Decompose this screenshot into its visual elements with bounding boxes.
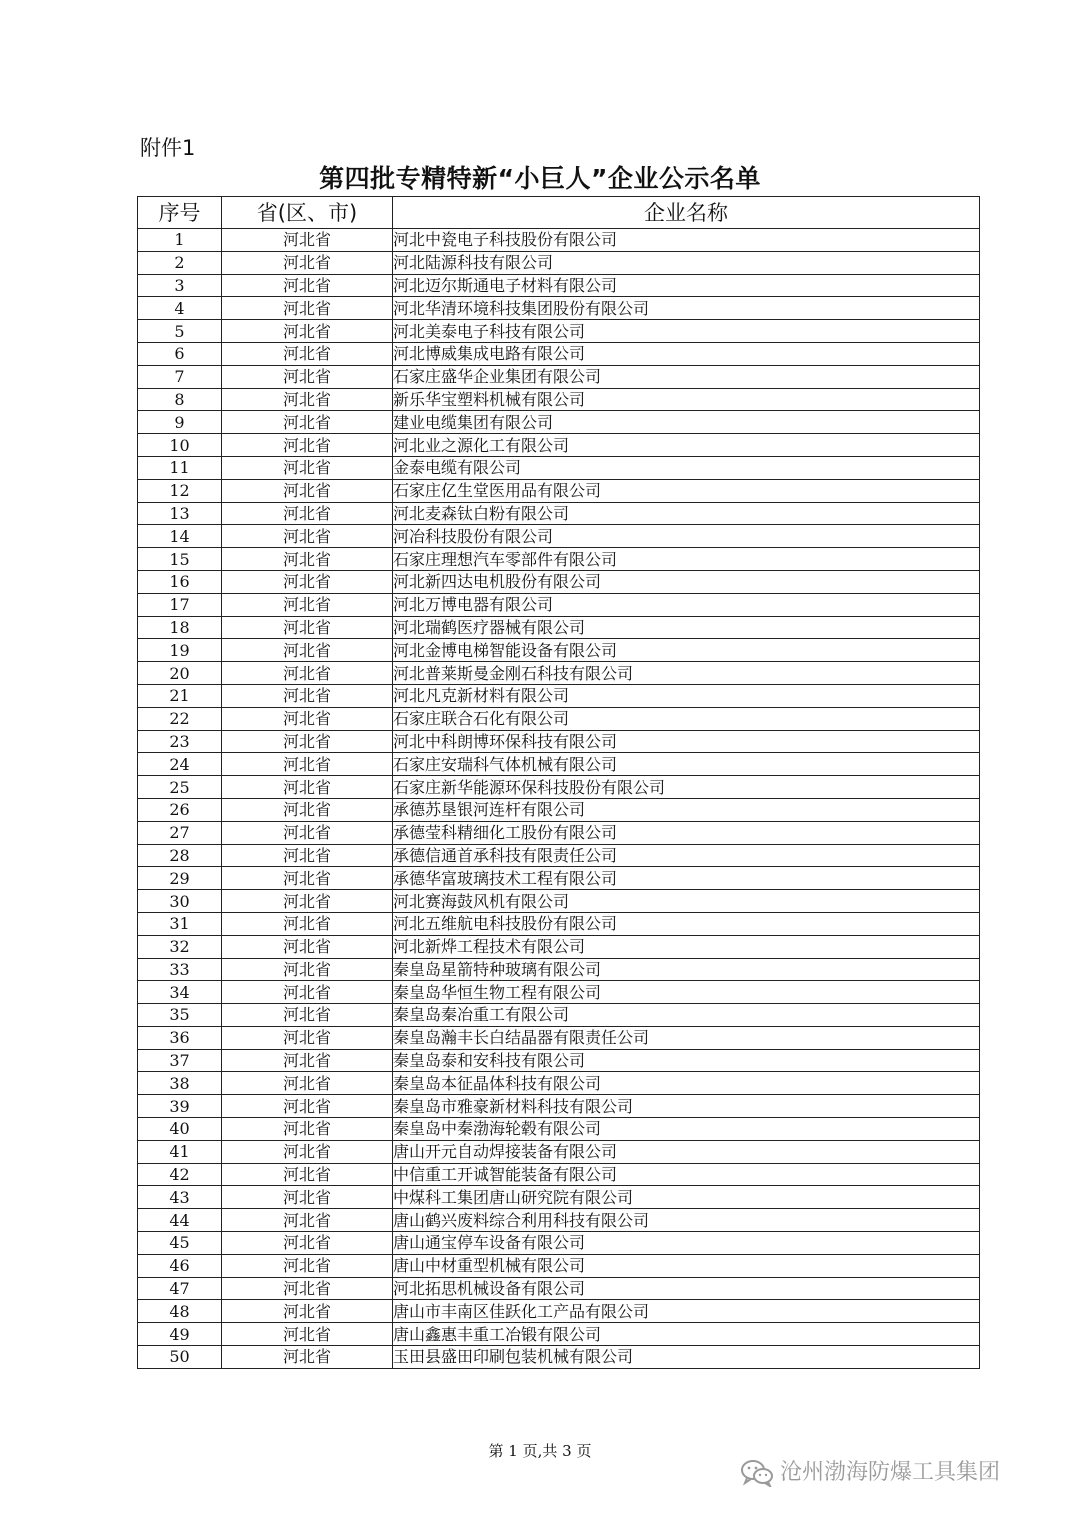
table-row <box>138 1300 980 1323</box>
row-company-name: 河北博威集成电路有限公司 <box>393 342 980 365</box>
watermark <box>740 1458 1000 1488</box>
header-company-name: 企业名称 <box>393 197 980 229</box>
table-row <box>138 456 980 479</box>
row-index: 20 <box>138 662 222 685</box>
row-company-name: 河北迈尔斯通电子材料有限公司 <box>393 274 980 297</box>
row-province: 河北省 <box>222 639 393 662</box>
row-company-name: 承德莹科精细化工股份有限公司 <box>393 821 980 844</box>
row-company-name: 石家庄亿生堂医用品有限公司 <box>393 479 980 502</box>
row-province: 河北省 <box>222 593 393 616</box>
table-row <box>138 1323 980 1346</box>
table-row <box>138 1232 980 1255</box>
table-row <box>138 1254 980 1277</box>
row-company-name: 中煤科工集团唐山研究院有限公司 <box>393 1186 980 1209</box>
row-company-name: 河北金博电梯智能设备有限公司 <box>393 639 980 662</box>
table-row <box>138 502 980 525</box>
table-row <box>138 1186 980 1209</box>
table-row <box>138 570 980 593</box>
row-company-name: 河北瑞鹤医疗器械有限公司 <box>393 616 980 639</box>
table-row <box>138 867 980 890</box>
row-company-name: 河北美泰电子科技有限公司 <box>393 320 980 343</box>
row-index: 3 <box>138 274 222 297</box>
row-index: 24 <box>138 753 222 776</box>
table-row <box>138 844 980 867</box>
row-index: 48 <box>138 1300 222 1323</box>
row-index: 29 <box>138 867 222 890</box>
row-index: 34 <box>138 981 222 1004</box>
table-row <box>138 274 980 297</box>
row-company-name: 秦皇岛泰和安科技有限公司 <box>393 1049 980 1072</box>
row-company-name: 秦皇岛本征晶体科技有限公司 <box>393 1072 980 1095</box>
row-index: 16 <box>138 570 222 593</box>
row-index: 19 <box>138 639 222 662</box>
row-company-name: 石家庄理想汽车零部件有限公司 <box>393 548 980 571</box>
row-index: 49 <box>138 1323 222 1346</box>
row-company-name: 河北中瓷电子科技股份有限公司 <box>393 229 980 252</box>
row-index: 11 <box>138 456 222 479</box>
row-province: 河北省 <box>222 297 393 320</box>
row-company-name: 承德华富玻璃技术工程有限公司 <box>393 867 980 890</box>
row-company-name: 河北凡克新材料有限公司 <box>393 684 980 707</box>
row-company-name: 石家庄安瑞科气体机械有限公司 <box>393 753 980 776</box>
row-province: 河北省 <box>222 753 393 776</box>
table-row <box>138 525 980 548</box>
row-province: 河北省 <box>222 1209 393 1232</box>
table-row <box>138 821 980 844</box>
table-row <box>138 297 980 320</box>
row-index: 13 <box>138 502 222 525</box>
row-company-name: 唐山鑫惠丰重工冶锻有限公司 <box>393 1323 980 1346</box>
row-index: 37 <box>138 1049 222 1072</box>
table-row <box>138 434 980 457</box>
row-index: 33 <box>138 958 222 981</box>
row-index: 40 <box>138 1118 222 1141</box>
row-company-name: 河北华清环境科技集团股份有限公司 <box>393 297 980 320</box>
row-company-name: 新乐华宝塑料机械有限公司 <box>393 388 980 411</box>
row-index: 8 <box>138 388 222 411</box>
company-list-table <box>137 196 980 1369</box>
row-company-name: 石家庄盛华企业集团有限公司 <box>393 365 980 388</box>
row-index: 30 <box>138 890 222 913</box>
row-province: 河北省 <box>222 821 393 844</box>
row-index: 10 <box>138 434 222 457</box>
table-row <box>138 593 980 616</box>
row-company-name: 承德苏垦银河连杆有限公司 <box>393 798 980 821</box>
row-index: 47 <box>138 1277 222 1300</box>
row-province: 河北省 <box>222 274 393 297</box>
row-province: 河北省 <box>222 1004 393 1027</box>
row-province: 河北省 <box>222 251 393 274</box>
table-row <box>138 935 980 958</box>
row-province: 河北省 <box>222 844 393 867</box>
row-index: 1 <box>138 229 222 252</box>
row-company-name: 唐山开元自动焊接装备有限公司 <box>393 1140 980 1163</box>
row-province: 河北省 <box>222 570 393 593</box>
row-company-name: 河北新烨工程技术有限公司 <box>393 935 980 958</box>
row-company-name: 石家庄联合石化有限公司 <box>393 707 980 730</box>
wechat-icon <box>740 1459 774 1487</box>
row-index: 23 <box>138 730 222 753</box>
row-company-name: 河北普莱斯曼金刚石科技有限公司 <box>393 662 980 685</box>
row-province: 河北省 <box>222 798 393 821</box>
row-province: 河北省 <box>222 684 393 707</box>
row-index: 50 <box>138 1346 222 1369</box>
row-index: 12 <box>138 479 222 502</box>
row-province: 河北省 <box>222 365 393 388</box>
row-company-name: 河冶科技股份有限公司 <box>393 525 980 548</box>
row-province: 河北省 <box>222 342 393 365</box>
row-company-name: 唐山鹤兴废料综合利用科技有限公司 <box>393 1209 980 1232</box>
row-company-name: 建业电缆集团有限公司 <box>393 411 980 434</box>
row-province: 河北省 <box>222 548 393 571</box>
table-row <box>138 776 980 799</box>
row-company-name: 玉田县盛田印刷包装机械有限公司 <box>393 1346 980 1369</box>
table-row <box>138 753 980 776</box>
row-index: 6 <box>138 342 222 365</box>
row-index: 39 <box>138 1095 222 1118</box>
row-province: 河北省 <box>222 730 393 753</box>
table-row <box>138 388 980 411</box>
row-company-name: 金泰电缆有限公司 <box>393 456 980 479</box>
row-index: 43 <box>138 1186 222 1209</box>
table-row <box>138 1118 980 1141</box>
row-company-name: 秦皇岛市雅豪新材料科技有限公司 <box>393 1095 980 1118</box>
row-province: 河北省 <box>222 1323 393 1346</box>
table-row <box>138 684 980 707</box>
row-province: 河北省 <box>222 1163 393 1186</box>
row-province: 河北省 <box>222 912 393 935</box>
row-index: 35 <box>138 1004 222 1027</box>
table-row <box>138 479 980 502</box>
row-index: 14 <box>138 525 222 548</box>
row-province: 河北省 <box>222 525 393 548</box>
row-index: 9 <box>138 411 222 434</box>
row-province: 河北省 <box>222 616 393 639</box>
attachment-label: 附件1 <box>140 136 196 160</box>
table-row <box>138 1346 980 1369</box>
table-row <box>138 1140 980 1163</box>
table-row <box>138 912 980 935</box>
table-row <box>138 958 980 981</box>
row-index: 22 <box>138 707 222 730</box>
row-company-name: 唐山通宝停车设备有限公司 <box>393 1232 980 1255</box>
header-index: 序号 <box>138 197 222 229</box>
row-province: 河北省 <box>222 388 393 411</box>
row-index: 26 <box>138 798 222 821</box>
row-company-name: 唐山市丰南区佳跃化工产品有限公司 <box>393 1300 980 1323</box>
table-row <box>138 1072 980 1095</box>
row-index: 7 <box>138 365 222 388</box>
row-index: 46 <box>138 1254 222 1277</box>
table-row <box>138 890 980 913</box>
row-company-name: 秦皇岛华恒生物工程有限公司 <box>393 981 980 1004</box>
table-row <box>138 616 980 639</box>
row-index: 32 <box>138 935 222 958</box>
table-row <box>138 1004 980 1027</box>
row-company-name: 唐山中材重型机械有限公司 <box>393 1254 980 1277</box>
row-province: 河北省 <box>222 1346 393 1369</box>
table-row <box>138 1095 980 1118</box>
row-province: 河北省 <box>222 229 393 252</box>
row-company-name: 河北万博电器有限公司 <box>393 593 980 616</box>
table-row <box>138 639 980 662</box>
table-row <box>138 1163 980 1186</box>
row-province: 河北省 <box>222 320 393 343</box>
table-row <box>138 662 980 685</box>
row-company-name: 秦皇岛中秦渤海轮毂有限公司 <box>393 1118 980 1141</box>
row-index: 17 <box>138 593 222 616</box>
table-row <box>138 1026 980 1049</box>
row-province: 河北省 <box>222 981 393 1004</box>
row-index: 21 <box>138 684 222 707</box>
row-province: 河北省 <box>222 958 393 981</box>
row-province: 河北省 <box>222 1095 393 1118</box>
row-company-name: 河北五维航电科技股份有限公司 <box>393 912 980 935</box>
row-province: 河北省 <box>222 1072 393 1095</box>
row-province: 河北省 <box>222 707 393 730</box>
row-company-name: 河北陆源科技有限公司 <box>393 251 980 274</box>
table-header-row <box>138 197 980 229</box>
row-company-name: 河北赛海鼓风机有限公司 <box>393 890 980 913</box>
table-row <box>138 798 980 821</box>
row-province: 河北省 <box>222 1254 393 1277</box>
row-province: 河北省 <box>222 890 393 913</box>
row-index: 41 <box>138 1140 222 1163</box>
row-company-name: 河北中科朗博环保科技有限公司 <box>393 730 980 753</box>
row-index: 27 <box>138 821 222 844</box>
table-row <box>138 707 980 730</box>
table-row <box>138 411 980 434</box>
row-province: 河北省 <box>222 1232 393 1255</box>
row-province: 河北省 <box>222 776 393 799</box>
watermark-text: 沧州渤海防爆工具集团 <box>780 1460 1001 1485</box>
row-company-name: 秦皇岛瀚丰长白结晶器有限责任公司 <box>393 1026 980 1049</box>
row-index: 36 <box>138 1026 222 1049</box>
row-index: 15 <box>138 548 222 571</box>
row-province: 河北省 <box>222 479 393 502</box>
table-row <box>138 730 980 753</box>
table-row <box>138 548 980 571</box>
row-index: 25 <box>138 776 222 799</box>
row-index: 45 <box>138 1232 222 1255</box>
row-company-name: 河北麦森钛白粉有限公司 <box>393 502 980 525</box>
row-company-name: 中信重工开诚智能装备有限公司 <box>393 1163 980 1186</box>
row-company-name: 河北业之源化工有限公司 <box>393 434 980 457</box>
row-province: 河北省 <box>222 1277 393 1300</box>
row-index: 5 <box>138 320 222 343</box>
row-province: 河北省 <box>222 1140 393 1163</box>
row-company-name: 秦皇岛秦冶重工有限公司 <box>393 1004 980 1027</box>
row-province: 河北省 <box>222 935 393 958</box>
table-row <box>138 1277 980 1300</box>
table-row <box>138 1209 980 1232</box>
table-row <box>138 365 980 388</box>
table-row <box>138 320 980 343</box>
row-index: 42 <box>138 1163 222 1186</box>
page-footer: 第 1 页,共 3 页 <box>488 1442 592 1460</box>
row-index: 18 <box>138 616 222 639</box>
row-index: 31 <box>138 912 222 935</box>
row-province: 河北省 <box>222 1186 393 1209</box>
row-index: 2 <box>138 251 222 274</box>
row-province: 河北省 <box>222 1026 393 1049</box>
row-company-name: 河北新四达电机股份有限公司 <box>393 570 980 593</box>
row-province: 河北省 <box>222 456 393 479</box>
row-province: 河北省 <box>222 1118 393 1141</box>
table-row <box>138 1049 980 1072</box>
row-company-name: 石家庄新华能源环保科技股份有限公司 <box>393 776 980 799</box>
row-province: 河北省 <box>222 662 393 685</box>
row-province: 河北省 <box>222 1049 393 1072</box>
row-company-name: 秦皇岛星箭特种玻璃有限公司 <box>393 958 980 981</box>
row-province: 河北省 <box>222 411 393 434</box>
header-province: 省(区、市) <box>222 197 393 229</box>
row-index: 44 <box>138 1209 222 1232</box>
row-province: 河北省 <box>222 434 393 457</box>
row-index: 38 <box>138 1072 222 1095</box>
row-province: 河北省 <box>222 502 393 525</box>
table-row <box>138 981 980 1004</box>
row-company-name: 承德信通首承科技有限责任公司 <box>393 844 980 867</box>
row-province: 河北省 <box>222 1300 393 1323</box>
row-province: 河北省 <box>222 867 393 890</box>
row-index: 4 <box>138 297 222 320</box>
document-title: 第四批专精特新“小巨人”企业公示名单 <box>319 164 761 193</box>
row-company-name: 河北拓思机械设备有限公司 <box>393 1277 980 1300</box>
table-row <box>138 342 980 365</box>
table-row <box>138 229 980 252</box>
table-row <box>138 251 980 274</box>
row-index: 28 <box>138 844 222 867</box>
